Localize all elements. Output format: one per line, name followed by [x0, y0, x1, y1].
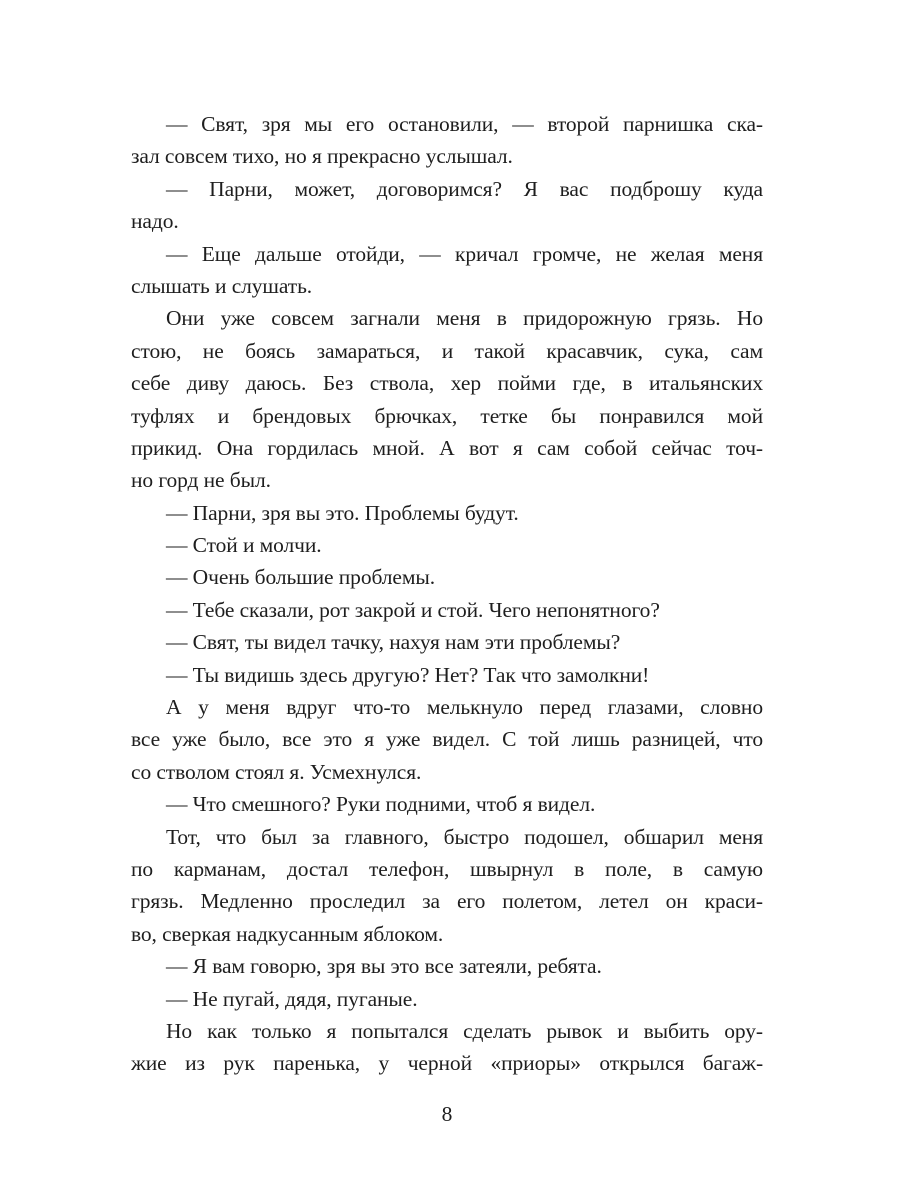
text-line: — Тебе сказали, рот закрой и стой. Чего непонятного? [166, 597, 660, 622]
text-line: туфлях и брендовых брючках, тетке бы понравился мой [131, 403, 763, 428]
text-line: — Не пугай, дядя, пуганые. [166, 986, 418, 1011]
text-line: по карманам, достал телефон, швырнул в поле, в самую [131, 856, 763, 881]
text-line: — Еще дальше отойди, — кричал громче, не желая меня [166, 241, 763, 266]
text-line: А у меня вдруг что-то мелькнуло перед глазами, словно [166, 695, 763, 720]
text-line: — Я вам говорю, зря вы это все затеяли, ребята. [166, 954, 602, 979]
text-line: все уже было, все это я уже видел. С той лишь разницей, что [131, 727, 763, 752]
text-line: — Очень большие проблемы. [166, 565, 435, 590]
text-line: — Парни, может, договоримся? Я вас подброшу куда [166, 176, 763, 201]
text-line: надо. [131, 209, 179, 234]
text-line: — Стой и молчи. [166, 533, 322, 558]
text-line: Но как только я попытался сделать рывок и выбить ору- [166, 1018, 763, 1043]
text-line: Тот, что был за главного, быстро подошел, обшарил меня [166, 824, 763, 849]
text-line: — Ты видишь здесь другую? Нет? Так что замолкни! [166, 662, 650, 687]
text-line: Они уже совсем загнали меня в придорожную грязь. Но [166, 306, 763, 331]
text-line: во, сверкая надкусанным яблоком. [131, 921, 444, 946]
text-line: прикид. Она гордилась мной. А вот я сам собой сейчас точ- [131, 435, 763, 460]
text-line: — Что смешного? Руки подними, чтоб я видел. [166, 792, 596, 817]
text-line: — Свят, зря мы его остановили, — второй парнишка ска- [166, 112, 763, 136]
text-line: себе диву даюсь. Без ствола, хер пойми где, в итальянских [131, 371, 763, 396]
text-line: но горд не был. [131, 468, 271, 493]
page-text [131, 108, 763, 1080]
text-line: жие из рук паренька, у черной «приоры» открылся багаж- [131, 1051, 763, 1076]
text-line: — Парни, зря вы это. Проблемы будут. [166, 500, 519, 525]
page-body [131, 108, 763, 1130]
page-number: 8 [441, 1101, 453, 1126]
text-line: грязь. Медленно проследил за его полетом, летел он краси- [131, 889, 763, 914]
text-line: стою, не боясь замараться, и такой красавчик, сука, сам [131, 338, 763, 363]
text-line: слышать и слушать. [131, 273, 313, 298]
text-line: зал совсем тихо, но я прекрасно услышал. [131, 144, 513, 169]
text-line: со стволом стоял я. Усмехнулся. [131, 759, 422, 784]
text-line: — Свят, ты видел тачку, нахуя нам эти проблемы? [166, 630, 621, 655]
